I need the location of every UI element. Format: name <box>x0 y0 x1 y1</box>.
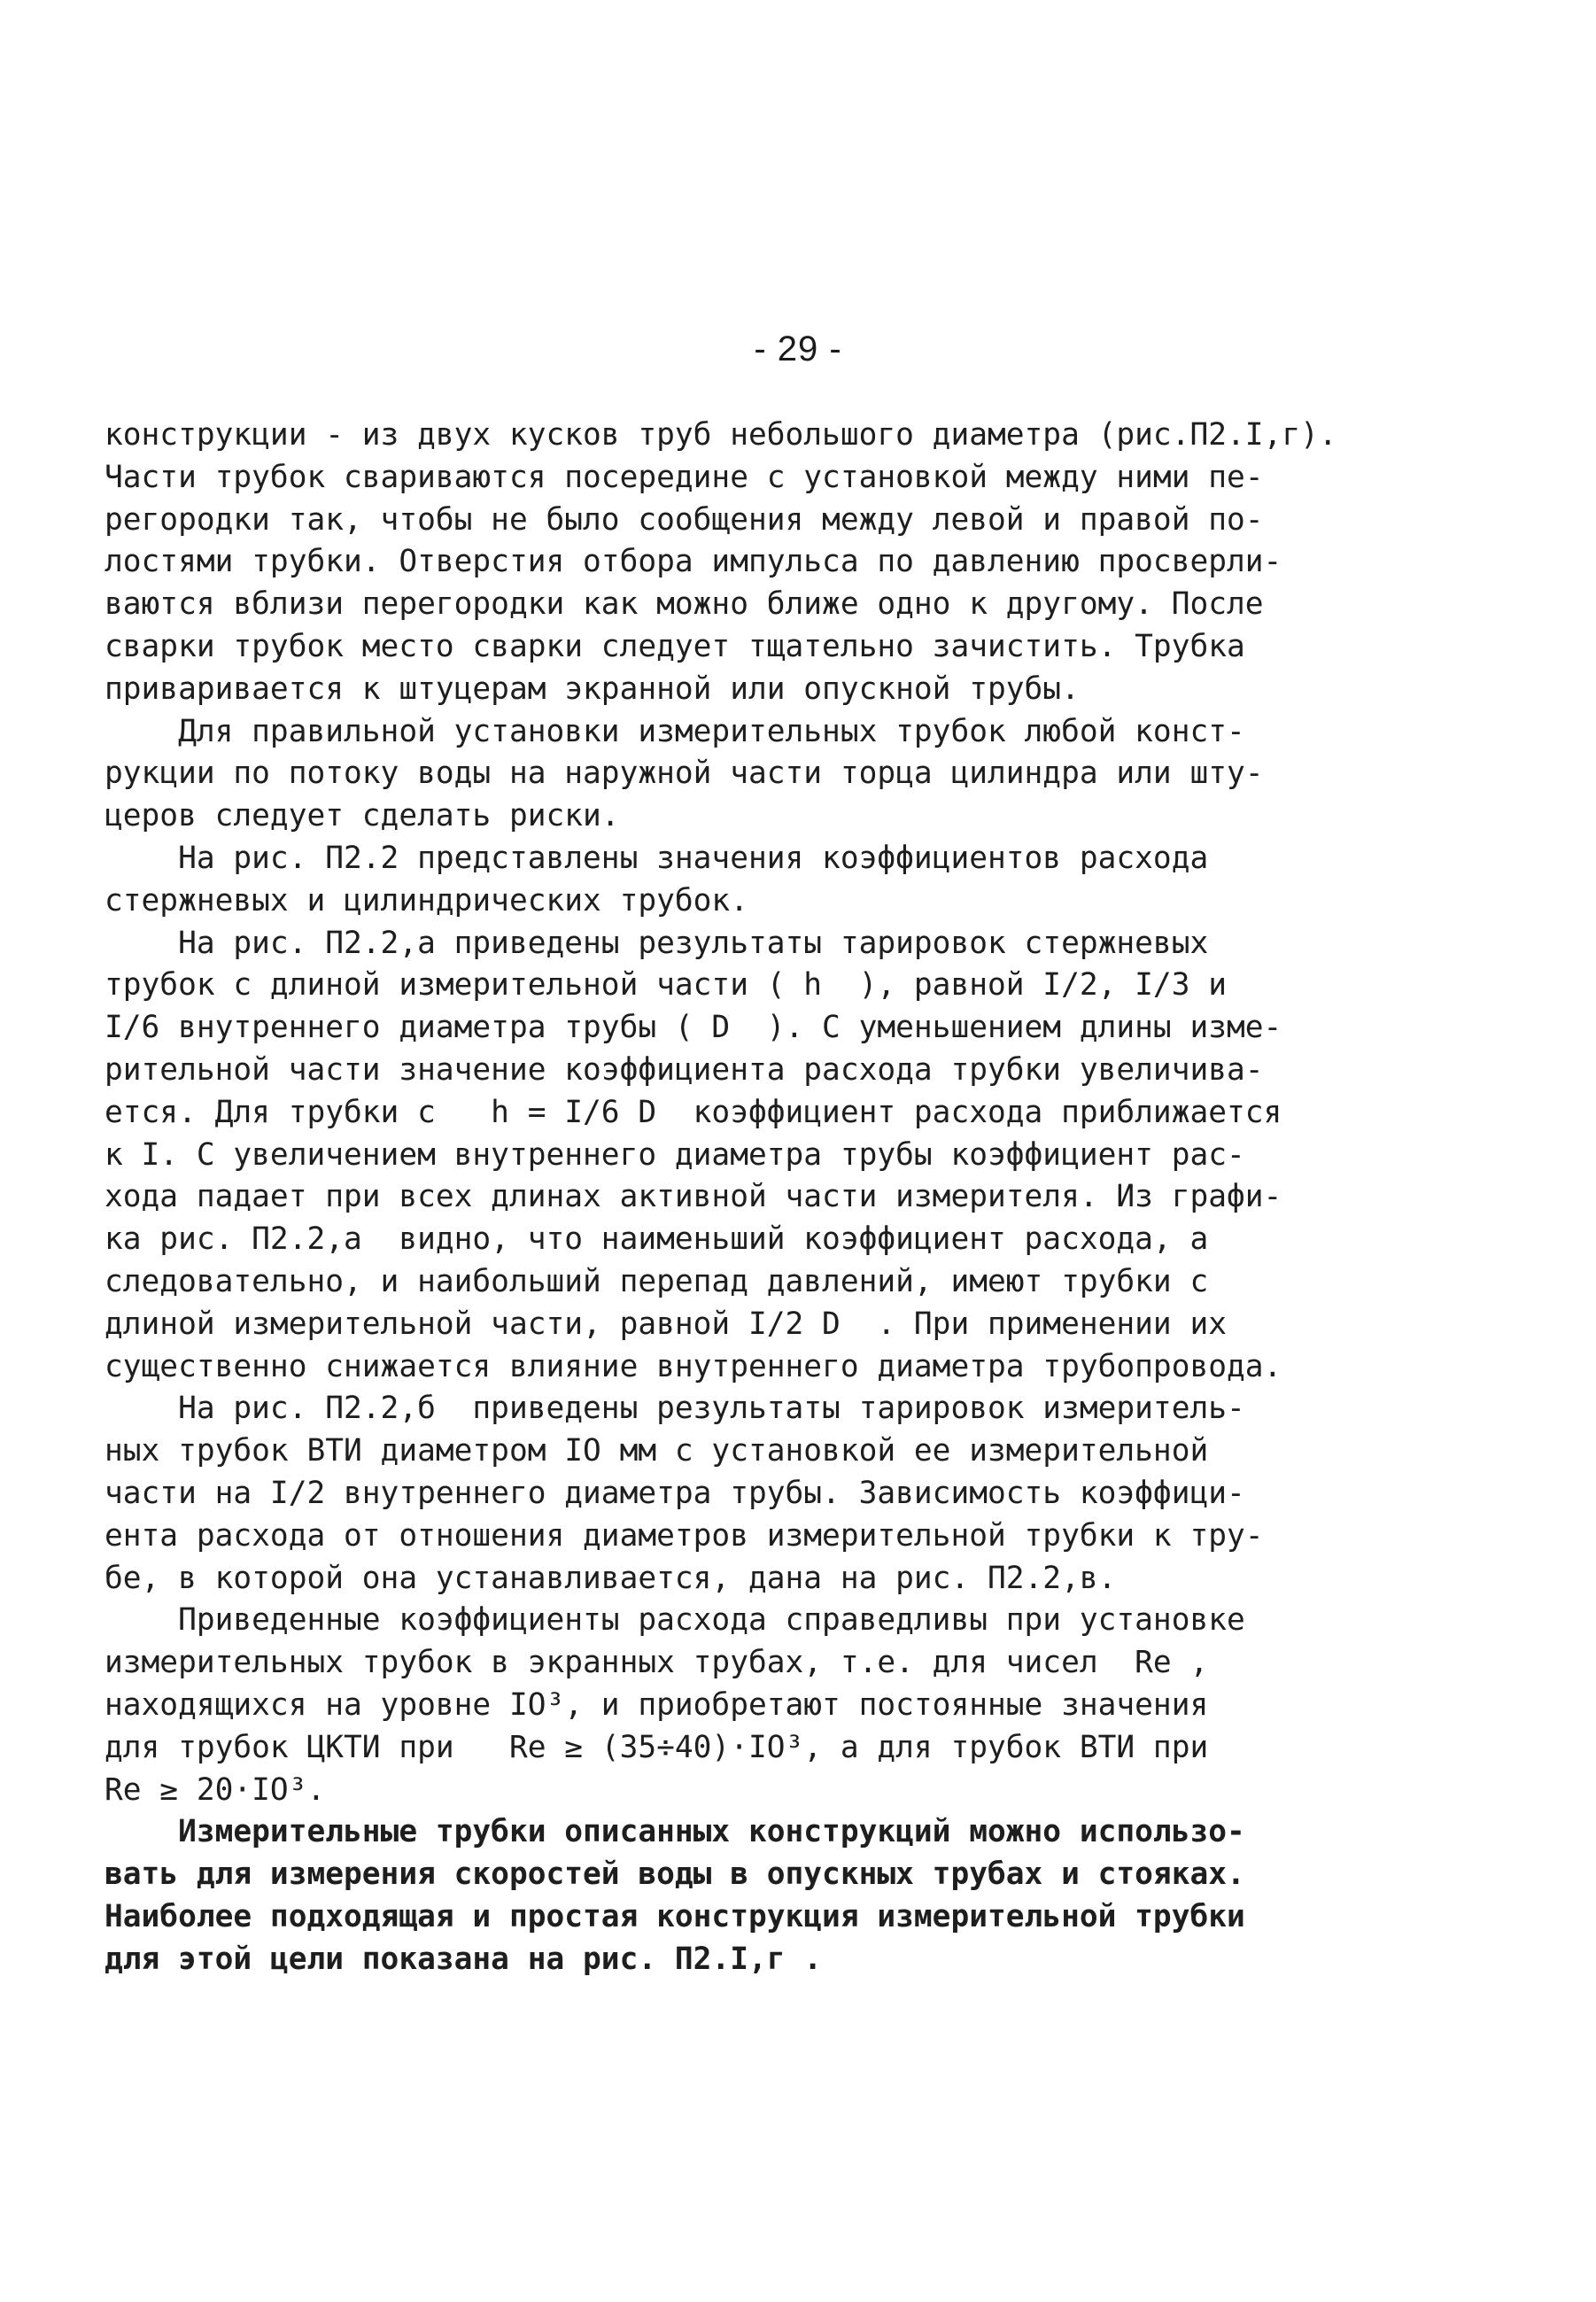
text-line: рительной части значение коэффициента расхода трубки увеличива- <box>105 1051 1264 1088</box>
text-line: Части трубок свариваются посередине с установкой между ними пе- <box>105 459 1264 495</box>
paragraph-1 <box>105 415 1486 711</box>
paragraph-3 <box>105 838 1486 923</box>
text-line: следовательно, и наибольший перепад давлений, имеют трубки с <box>105 1263 1209 1299</box>
text-line: для этой цели показана на рис. П2.I,г . <box>105 1941 823 1977</box>
paragraph-5 <box>105 1388 1486 1600</box>
text-line: длиной измерительной части, равной I/2 D . При применении их <box>105 1306 1228 1342</box>
text-line: бе, в которой она устанавливается, дана на рис. П2.2,в. <box>105 1560 1117 1596</box>
text-line: приваривается к штуцерам экранной или опускной трубы. <box>105 670 1080 707</box>
text-line: На рис. П2.2 представлены значения коэффициентов расхода <box>105 840 1209 876</box>
text-line: регородки так, чтобы не было сообщения между левой и правой по- <box>105 501 1264 538</box>
text-line: к I. С увеличением внутреннего диаметра трубы коэффициент рас- <box>105 1136 1245 1173</box>
text-line: церов следует сделать риски. <box>105 798 620 834</box>
text-line: ных трубок ВТИ диаметром IO мм с установкой ее измерительной <box>105 1433 1209 1469</box>
text-line: для трубок ЦКТИ при Re ≥ (35÷40)·IO³, а для трубок ВТИ при <box>105 1729 1209 1765</box>
body-text <box>105 415 1486 1980</box>
text-line: лостями трубки. Отверстия отбора импульса по давлению просверли- <box>105 544 1282 580</box>
paragraph-4 <box>105 923 1486 1389</box>
text-line: I/6 внутреннего диаметра трубы ( D ). С уменьшением длины изме- <box>105 1010 1282 1046</box>
text-line: хода падает при всех длинах активной части измерителя. Из графи- <box>105 1179 1282 1215</box>
text-line: ется. Для трубки с h = I/6 D коэффициент расхода приближается <box>105 1094 1282 1130</box>
text-line: ента расхода от отношения диаметров измерительной трубки к тру- <box>105 1517 1264 1554</box>
text-line: ка рис. П2.2,а видно, что наименьший коэффициент расхода, а <box>105 1221 1209 1258</box>
text-line: сварки трубок место сварки следует тщательно зачистить. Трубка <box>105 628 1245 664</box>
text-line: измерительных трубок в экранных трубах, т.е. для чисел Re , <box>105 1645 1209 1681</box>
text-line: Приведенные коэффициенты расхода справедливы при установке <box>105 1602 1245 1639</box>
text-line: На рис. П2.2,а приведены результаты тарировок стержневых <box>105 925 1209 961</box>
text-line: существенно снижается влияние внутреннего диаметра трубопровода. <box>105 1348 1282 1384</box>
text-line: находящихся на уровне IO³, и приобретают постоянные значения <box>105 1686 1209 1723</box>
text-line: Для правильной установки измерительных трубок любой конст- <box>105 713 1245 749</box>
text-line: стержневых и цилиндрических трубок. <box>105 882 748 918</box>
text-line: трубок с длиной измерительной части ( h ), равной I/2, I/3 и <box>105 967 1228 1004</box>
text-line: Re ≥ 20·IO³. <box>105 1771 326 1808</box>
text-line: Наиболее подходящая и простая конструкция измерительной трубки <box>105 1898 1245 1934</box>
text-line: вать для измерения скоростей воды в опускных трубах и стояках. <box>105 1856 1245 1893</box>
paragraph-2 <box>105 711 1486 838</box>
text-line: части на I/2 внутреннего диаметра трубы. Зависимость коэффици- <box>105 1475 1245 1511</box>
paragraph-7 <box>105 1811 1486 1980</box>
paragraph-6 <box>105 1600 1486 1811</box>
text-line: На рис. П2.2,б приведены результаты тарировок измеритель- <box>105 1391 1245 1427</box>
text-line: ваются вблизи перегородки как можно ближе одно к другому. После <box>105 586 1264 623</box>
text-line: конструкции - из двух кусков труб небольшого диаметра (рис.П2.I,г). <box>105 417 1337 453</box>
page-number: - 29 - <box>754 329 842 368</box>
text-line: рукции по потоку воды на наружной части торца цилиндра или шту- <box>105 756 1264 792</box>
text-line: Измерительные трубки описанных конструкций можно использо- <box>105 1814 1245 1850</box>
